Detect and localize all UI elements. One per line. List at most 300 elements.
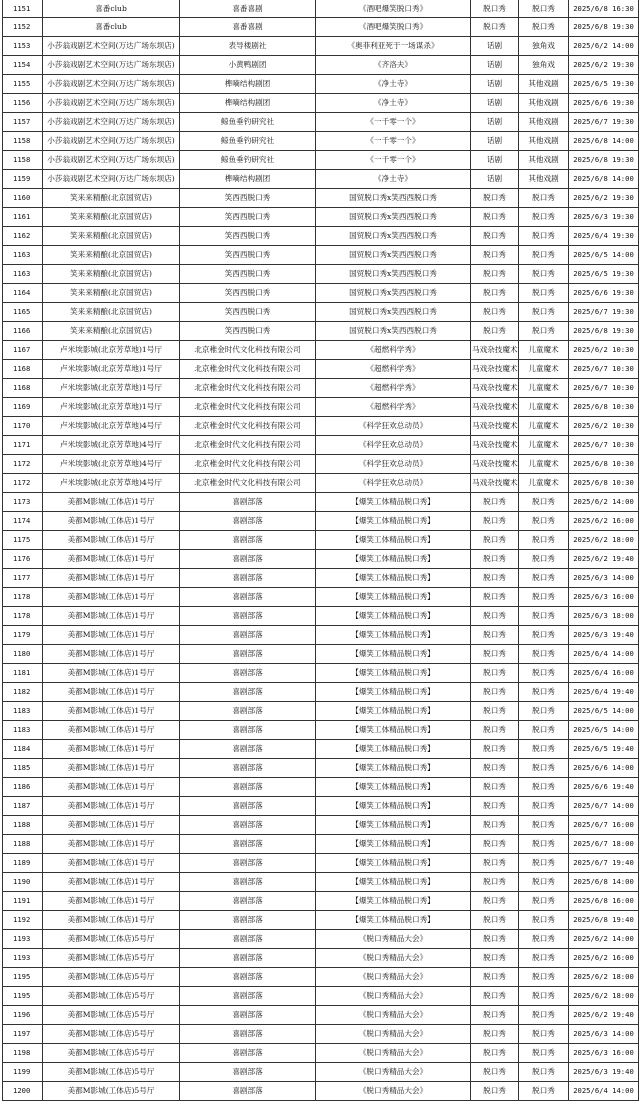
cell-category: 脱口秀 xyxy=(471,645,519,664)
cell-subcategory: 其他戏剧 xyxy=(519,151,569,170)
table-row xyxy=(3,436,639,455)
table-row xyxy=(3,493,639,512)
cell-datetime: 2025/6/3 19:40 xyxy=(569,1063,639,1082)
cell-number: 1173 xyxy=(3,493,43,512)
cell-organizer: 喜剧部落 xyxy=(180,778,316,797)
cell-datetime: 2025/6/2 19:30 xyxy=(569,56,639,75)
cell-datetime: 2025/6/2 16:00 xyxy=(569,512,639,531)
cell-venue: 卢米埃影城(北京芳草地)4号厅 xyxy=(43,455,180,474)
cell-subcategory: 其他戏剧 xyxy=(519,170,569,189)
cell-venue: 卢米埃影城(北京芳草地)4号厅 xyxy=(43,474,180,493)
cell-category: 脱口秀 xyxy=(471,797,519,816)
cell-show-title: 【爆笑工体精品脱口秀】 xyxy=(316,835,471,854)
cell-organizer: 喜剧部落 xyxy=(180,702,316,721)
cell-category: 脱口秀 xyxy=(471,816,519,835)
cell-subcategory: 脱口秀 xyxy=(519,1025,569,1044)
cell-category: 话剧 xyxy=(471,75,519,94)
cell-venue: 喜番club xyxy=(43,18,180,37)
cell-organizer: 喜剧部落 xyxy=(180,987,316,1006)
cell-show-title: 《净土寺》 xyxy=(316,94,471,113)
cell-category: 脱口秀 xyxy=(471,607,519,626)
cell-venue: 美都M影城(工体店)5号厅 xyxy=(43,987,180,1006)
cell-organizer: 喜剧部落 xyxy=(180,911,316,930)
cell-show-title: 《齐洛夫》 xyxy=(316,56,471,75)
cell-number: 1192 xyxy=(3,911,43,930)
cell-datetime: 2025/6/8 19:30 xyxy=(569,151,639,170)
table-row xyxy=(3,398,639,417)
cell-number: 1179 xyxy=(3,626,43,645)
cell-category: 马戏杂技魔术 xyxy=(471,360,519,379)
cell-datetime: 2025/6/8 14:00 xyxy=(569,132,639,151)
cell-datetime: 2025/6/8 19:30 xyxy=(569,18,639,37)
cell-number: 1177 xyxy=(3,569,43,588)
cell-category: 马戏杂技魔术 xyxy=(471,341,519,360)
cell-number: 1188 xyxy=(3,816,43,835)
cell-organizer: 喜番喜剧 xyxy=(180,0,316,18)
cell-show-title: 《科学狂欢总动员》 xyxy=(316,474,471,493)
cell-datetime: 2025/6/3 14:00 xyxy=(569,1025,639,1044)
cell-organizer: 北京稚金时代文化科技有限公司 xyxy=(180,455,316,474)
cell-number: 1162 xyxy=(3,227,43,246)
cell-subcategory: 脱口秀 xyxy=(519,968,569,987)
cell-category: 脱口秀 xyxy=(471,1044,519,1063)
cell-category: 脱口秀 xyxy=(471,322,519,341)
cell-category: 脱口秀 xyxy=(471,246,519,265)
cell-organizer: 北京稚金时代文化科技有限公司 xyxy=(180,341,316,360)
table-row xyxy=(3,797,639,816)
cell-datetime: 2025/6/2 19:40 xyxy=(569,1006,639,1025)
cell-venue: 美都M影城(工体店)1号厅 xyxy=(43,740,180,759)
cell-organizer: 喜剧部落 xyxy=(180,569,316,588)
cell-organizer: 笑西西脱口秀 xyxy=(180,246,316,265)
cell-category: 脱口秀 xyxy=(471,1006,519,1025)
cell-venue: 美都M影城(工体店)1号厅 xyxy=(43,911,180,930)
cell-category: 脱口秀 xyxy=(471,740,519,759)
cell-organizer: 喜剧部落 xyxy=(180,759,316,778)
cell-number: 1158 xyxy=(3,132,43,151)
cell-venue: 美都M影城(工体店)1号厅 xyxy=(43,683,180,702)
cell-organizer: 小黄鸭剧团 xyxy=(180,56,316,75)
cell-show-title: 国贸脱口秀x笑西西脱口秀 xyxy=(316,265,471,284)
cell-number: 1168 xyxy=(3,379,43,398)
cell-category: 马戏杂技魔术 xyxy=(471,398,519,417)
cell-show-title: 【爆笑工体精品脱口秀】 xyxy=(316,588,471,607)
cell-venue: 笑来来精酿(北京国贸店) xyxy=(43,227,180,246)
table-row xyxy=(3,132,639,151)
cell-venue: 笑来来精酿(北京国贸店) xyxy=(43,189,180,208)
table-row xyxy=(3,18,639,37)
cell-number: 1198 xyxy=(3,1044,43,1063)
cell-number: 1182 xyxy=(3,683,43,702)
cell-show-title: 《净土寺》 xyxy=(316,170,471,189)
cell-number: 1159 xyxy=(3,170,43,189)
cell-number: 1174 xyxy=(3,512,43,531)
cell-organizer: 喜剧部落 xyxy=(180,968,316,987)
cell-show-title: 【爆笑工体精品脱口秀】 xyxy=(316,873,471,892)
cell-datetime: 2025/6/2 19:40 xyxy=(569,550,639,569)
cell-datetime: 2025/6/2 19:30 xyxy=(569,189,639,208)
cell-venue: 美都M影城(工体店)1号厅 xyxy=(43,493,180,512)
cell-subcategory: 脱口秀 xyxy=(519,246,569,265)
cell-datetime: 2025/6/7 10:30 xyxy=(569,436,639,455)
cell-show-title: 【爆笑工体精品脱口秀】 xyxy=(316,512,471,531)
cell-organizer: 表导楼剧社 xyxy=(180,37,316,56)
cell-subcategory: 脱口秀 xyxy=(519,930,569,949)
cell-venue: 小莎翁戏剧艺术空间(万达广场东坝店) xyxy=(43,151,180,170)
cell-subcategory: 脱口秀 xyxy=(519,626,569,645)
cell-number: 1184 xyxy=(3,740,43,759)
cell-category: 脱口秀 xyxy=(471,759,519,778)
cell-venue: 美都M影城(工体店)1号厅 xyxy=(43,664,180,683)
cell-number: 1169 xyxy=(3,398,43,417)
cell-subcategory: 儿童魔术 xyxy=(519,341,569,360)
cell-show-title: 【爆笑工体精品脱口秀】 xyxy=(316,797,471,816)
cell-datetime: 2025/6/8 16:30 xyxy=(569,0,639,18)
cell-category: 脱口秀 xyxy=(471,303,519,322)
cell-subcategory: 脱口秀 xyxy=(519,702,569,721)
cell-number: 1163 xyxy=(3,265,43,284)
cell-datetime: 2025/6/7 19:30 xyxy=(569,113,639,132)
cell-number: 1190 xyxy=(3,873,43,892)
cell-venue: 美都M影城(工体店)1号厅 xyxy=(43,645,180,664)
cell-subcategory: 脱口秀 xyxy=(519,1006,569,1025)
cell-venue: 笑来来精酿(北京国贸店) xyxy=(43,322,180,341)
cell-category: 马戏杂技魔术 xyxy=(471,455,519,474)
cell-subcategory: 脱口秀 xyxy=(519,892,569,911)
cell-datetime: 2025/6/8 10:30 xyxy=(569,474,639,493)
cell-category: 话剧 xyxy=(471,113,519,132)
cell-organizer: 喜剧部落 xyxy=(180,493,316,512)
cell-show-title: 《超燃科学秀》 xyxy=(316,360,471,379)
table-row xyxy=(3,1044,639,1063)
table-row xyxy=(3,892,639,911)
cell-number: 1164 xyxy=(3,284,43,303)
cell-venue: 卢米埃影城(北京芳草地)1号厅 xyxy=(43,360,180,379)
cell-show-title: 《脱口秀精品大会》 xyxy=(316,987,471,1006)
table-row xyxy=(3,170,639,189)
cell-venue: 美都M影城(工体店)1号厅 xyxy=(43,873,180,892)
cell-show-title: 国贸脱口秀x笑西西脱口秀 xyxy=(316,284,471,303)
cell-datetime: 2025/6/6 19:40 xyxy=(569,778,639,797)
cell-datetime: 2025/6/8 19:40 xyxy=(569,911,639,930)
cell-datetime: 2025/6/2 10:30 xyxy=(569,341,639,360)
cell-venue: 美都M影城(工体店)5号厅 xyxy=(43,968,180,987)
cell-organizer: 笑西西脱口秀 xyxy=(180,303,316,322)
cell-organizer: 喜剧部落 xyxy=(180,797,316,816)
cell-number: 1156 xyxy=(3,94,43,113)
cell-venue: 美都M影城(工体店)1号厅 xyxy=(43,588,180,607)
table-body xyxy=(3,0,639,1101)
cell-show-title: 国贸脱口秀x笑西西脱口秀 xyxy=(316,303,471,322)
table-row xyxy=(3,664,639,683)
cell-number: 1193 xyxy=(3,949,43,968)
cell-venue: 小莎翁戏剧艺术空间(万达广场东坝店) xyxy=(43,75,180,94)
cell-venue: 美都M影城(工体店)1号厅 xyxy=(43,512,180,531)
cell-organizer: 喜剧部落 xyxy=(180,664,316,683)
cell-organizer: 喜剧部落 xyxy=(180,721,316,740)
table-row xyxy=(3,683,639,702)
cell-subcategory: 脱口秀 xyxy=(519,550,569,569)
cell-datetime: 2025/6/8 14:00 xyxy=(569,170,639,189)
cell-organizer: 鲸鱼垂钓研究社 xyxy=(180,132,316,151)
cell-number: 1178 xyxy=(3,607,43,626)
table-row xyxy=(3,816,639,835)
cell-subcategory: 儿童魔术 xyxy=(519,379,569,398)
table-row xyxy=(3,1006,639,1025)
cell-show-title: 【爆笑工体精品脱口秀】 xyxy=(316,645,471,664)
cell-datetime: 2025/6/2 14:00 xyxy=(569,37,639,56)
cell-venue: 卢米埃影城(北京芳草地)1号厅 xyxy=(43,341,180,360)
cell-show-title: 《脱口秀精品大会》 xyxy=(316,1025,471,1044)
cell-number: 1200 xyxy=(3,1082,43,1101)
cell-number: 1166 xyxy=(3,322,43,341)
table-row xyxy=(3,455,639,474)
cell-show-title: 国贸脱口秀x笑西西脱口秀 xyxy=(316,246,471,265)
table-row xyxy=(3,37,639,56)
cell-category: 脱口秀 xyxy=(471,493,519,512)
table-row xyxy=(3,721,639,740)
cell-category: 马戏杂技魔术 xyxy=(471,379,519,398)
cell-show-title: 【爆笑工体精品脱口秀】 xyxy=(316,664,471,683)
cell-datetime: 2025/6/3 16:00 xyxy=(569,588,639,607)
cell-organizer: 喜剧部落 xyxy=(180,683,316,702)
cell-show-title: 国贸脱口秀x笑西西脱口秀 xyxy=(316,227,471,246)
cell-subcategory: 脱口秀 xyxy=(519,911,569,930)
table-row xyxy=(3,512,639,531)
cell-number: 1172 xyxy=(3,455,43,474)
table-row xyxy=(3,1025,639,1044)
table-row xyxy=(3,911,639,930)
cell-show-title: 《科学狂欢总动员》 xyxy=(316,455,471,474)
cell-datetime: 2025/6/8 19:30 xyxy=(569,322,639,341)
cell-venue: 美都M影城(工体店)1号厅 xyxy=(43,626,180,645)
cell-show-title: 《一千零一个》 xyxy=(316,113,471,132)
cell-organizer: 笑西西脱口秀 xyxy=(180,227,316,246)
table-row xyxy=(3,284,639,303)
cell-subcategory: 脱口秀 xyxy=(519,778,569,797)
cell-venue: 小莎翁戏剧艺术空间(万达广场东坝店) xyxy=(43,132,180,151)
cell-show-title: 【爆笑工体精品脱口秀】 xyxy=(316,816,471,835)
performance-schedule-table xyxy=(2,0,639,1101)
cell-show-title: 《脱口秀精品大会》 xyxy=(316,949,471,968)
cell-organizer: 笑西西脱口秀 xyxy=(180,265,316,284)
cell-venue: 笑来来精酿(北京国贸店) xyxy=(43,284,180,303)
cell-organizer: 喜剧部落 xyxy=(180,645,316,664)
cell-number: 1176 xyxy=(3,550,43,569)
cell-subcategory: 脱口秀 xyxy=(519,265,569,284)
cell-datetime: 2025/6/7 16:00 xyxy=(569,816,639,835)
cell-number: 1189 xyxy=(3,854,43,873)
cell-organizer: 喜剧部落 xyxy=(180,949,316,968)
cell-subcategory: 儿童魔术 xyxy=(519,398,569,417)
cell-venue: 喜番club xyxy=(43,0,180,18)
cell-datetime: 2025/6/3 14:00 xyxy=(569,569,639,588)
table-row xyxy=(3,322,639,341)
cell-organizer: 北京稚金时代文化科技有限公司 xyxy=(180,436,316,455)
cell-datetime: 2025/6/2 10:30 xyxy=(569,417,639,436)
cell-subcategory: 脱口秀 xyxy=(519,303,569,322)
table-row xyxy=(3,1063,639,1082)
cell-show-title: 【爆笑工体精品脱口秀】 xyxy=(316,493,471,512)
cell-subcategory: 脱口秀 xyxy=(519,721,569,740)
cell-number: 1180 xyxy=(3,645,43,664)
cell-organizer: 喜剧部落 xyxy=(180,626,316,645)
cell-number: 1195 xyxy=(3,987,43,1006)
cell-subcategory: 脱口秀 xyxy=(519,588,569,607)
cell-subcategory: 脱口秀 xyxy=(519,664,569,683)
cell-number: 1160 xyxy=(3,189,43,208)
cell-datetime: 2025/6/4 14:00 xyxy=(569,1082,639,1101)
cell-number: 1187 xyxy=(3,797,43,816)
cell-show-title: 《科学狂欢总动员》 xyxy=(316,436,471,455)
table-row xyxy=(3,379,639,398)
table-row xyxy=(3,835,639,854)
cell-subcategory: 其他戏剧 xyxy=(519,94,569,113)
cell-organizer: 北京稚金时代文化科技有限公司 xyxy=(180,474,316,493)
cell-show-title: 【爆笑工体精品脱口秀】 xyxy=(316,854,471,873)
cell-category: 话剧 xyxy=(471,170,519,189)
cell-datetime: 2025/6/4 16:00 xyxy=(569,664,639,683)
cell-category: 脱口秀 xyxy=(471,569,519,588)
cell-subcategory: 脱口秀 xyxy=(519,645,569,664)
table-row xyxy=(3,607,639,626)
cell-venue: 美都M影城(工体店)1号厅 xyxy=(43,550,180,569)
cell-show-title: 【爆笑工体精品脱口秀】 xyxy=(316,531,471,550)
cell-category: 脱口秀 xyxy=(471,626,519,645)
cell-category: 脱口秀 xyxy=(471,721,519,740)
table-row xyxy=(3,246,639,265)
cell-organizer: 喜剧部落 xyxy=(180,835,316,854)
cell-show-title: 【爆笑工体精品脱口秀】 xyxy=(316,569,471,588)
cell-subcategory: 脱口秀 xyxy=(519,835,569,854)
cell-subcategory: 脱口秀 xyxy=(519,987,569,1006)
cell-show-title: 《脱口秀精品大会》 xyxy=(316,1063,471,1082)
cell-datetime: 2025/6/2 18:00 xyxy=(569,968,639,987)
cell-show-title: 【爆笑工体精品脱口秀】 xyxy=(316,892,471,911)
cell-organizer: 喜剧部落 xyxy=(180,930,316,949)
cell-datetime: 2025/6/4 14:00 xyxy=(569,645,639,664)
cell-venue: 美都M影城(工体店)1号厅 xyxy=(43,569,180,588)
table-row xyxy=(3,265,639,284)
cell-category: 脱口秀 xyxy=(471,1025,519,1044)
cell-venue: 美都M影城(工体店)5号厅 xyxy=(43,1044,180,1063)
table-row xyxy=(3,759,639,778)
cell-organizer: 北京稚金时代文化科技有限公司 xyxy=(180,398,316,417)
cell-category: 脱口秀 xyxy=(471,284,519,303)
cell-show-title: 《脱口秀精品大会》 xyxy=(316,968,471,987)
cell-number: 1195 xyxy=(3,968,43,987)
cell-venue: 美都M影城(工体店)5号厅 xyxy=(43,1082,180,1101)
cell-venue: 美都M影城(工体店)1号厅 xyxy=(43,702,180,721)
cell-subcategory: 脱口秀 xyxy=(519,0,569,18)
table-row xyxy=(3,949,639,968)
cell-venue: 美都M影城(工体店)1号厅 xyxy=(43,816,180,835)
cell-category: 脱口秀 xyxy=(471,702,519,721)
cell-show-title: 《奥菲利亚死于一场谋杀》 xyxy=(316,37,471,56)
cell-category: 话剧 xyxy=(471,151,519,170)
cell-subcategory: 其他戏剧 xyxy=(519,132,569,151)
table-row xyxy=(3,227,639,246)
cell-show-title: 《净土寺》 xyxy=(316,75,471,94)
cell-number: 1153 xyxy=(3,37,43,56)
cell-number: 1154 xyxy=(3,56,43,75)
cell-subcategory: 脱口秀 xyxy=(519,740,569,759)
cell-organizer: 喜剧部落 xyxy=(180,588,316,607)
cell-organizer: 喜剧部落 xyxy=(180,550,316,569)
cell-venue: 美都M影城(工体店)1号厅 xyxy=(43,778,180,797)
table-row xyxy=(3,474,639,493)
cell-datetime: 2025/6/8 14:00 xyxy=(569,873,639,892)
cell-category: 脱口秀 xyxy=(471,778,519,797)
cell-subcategory: 脱口秀 xyxy=(519,1063,569,1082)
cell-subcategory: 脱口秀 xyxy=(519,18,569,37)
cell-number: 1170 xyxy=(3,417,43,436)
cell-number: 1193 xyxy=(3,930,43,949)
cell-organizer: 喜剧部落 xyxy=(180,1025,316,1044)
cell-venue: 美都M影城(工体店)5号厅 xyxy=(43,1025,180,1044)
cell-number: 1165 xyxy=(3,303,43,322)
cell-venue: 美都M影城(工体店)5号厅 xyxy=(43,1006,180,1025)
cell-datetime: 2025/6/5 14:00 xyxy=(569,246,639,265)
cell-category: 脱口秀 xyxy=(471,531,519,550)
cell-number: 1188 xyxy=(3,835,43,854)
table-row xyxy=(3,740,639,759)
cell-organizer: 北京稚金时代文化科技有限公司 xyxy=(180,360,316,379)
cell-subcategory: 脱口秀 xyxy=(519,531,569,550)
cell-show-title: 【爆笑工体精品脱口秀】 xyxy=(316,626,471,645)
cell-subcategory: 儿童魔术 xyxy=(519,455,569,474)
cell-venue: 卢米埃影城(北京芳草地)1号厅 xyxy=(43,379,180,398)
cell-datetime: 2025/6/6 19:30 xyxy=(569,94,639,113)
cell-category: 脱口秀 xyxy=(471,968,519,987)
cell-show-title: 《一千零一个》 xyxy=(316,151,471,170)
cell-organizer: 喜剧部落 xyxy=(180,607,316,626)
cell-show-title: 【爆笑工体精品脱口秀】 xyxy=(316,702,471,721)
cell-category: 话剧 xyxy=(471,37,519,56)
cell-subcategory: 脱口秀 xyxy=(519,683,569,702)
cell-datetime: 2025/6/4 19:30 xyxy=(569,227,639,246)
cell-number: 1172 xyxy=(3,474,43,493)
cell-subcategory: 脱口秀 xyxy=(519,797,569,816)
cell-show-title: 国贸脱口秀x笑西西脱口秀 xyxy=(316,189,471,208)
cell-category: 话剧 xyxy=(471,132,519,151)
cell-number: 1186 xyxy=(3,778,43,797)
cell-category: 脱口秀 xyxy=(471,1063,519,1082)
table-row xyxy=(3,588,639,607)
cell-show-title: 国贸脱口秀x笑西西脱口秀 xyxy=(316,208,471,227)
table-row xyxy=(3,987,639,1006)
table-row xyxy=(3,550,639,569)
cell-organizer: 鲸鱼垂钓研究社 xyxy=(180,113,316,132)
cell-show-title: 《超燃科学秀》 xyxy=(316,398,471,417)
cell-datetime: 2025/6/5 19:30 xyxy=(569,265,639,284)
cell-venue: 美都M影城(工体店)1号厅 xyxy=(43,721,180,740)
cell-number: 1185 xyxy=(3,759,43,778)
cell-number: 1168 xyxy=(3,360,43,379)
cell-subcategory: 脱口秀 xyxy=(519,208,569,227)
cell-organizer: 喜剧部落 xyxy=(180,512,316,531)
cell-subcategory: 儿童魔术 xyxy=(519,360,569,379)
cell-subcategory: 脱口秀 xyxy=(519,607,569,626)
cell-organizer: 喜剧部落 xyxy=(180,1063,316,1082)
cell-subcategory: 脱口秀 xyxy=(519,512,569,531)
cell-category: 话剧 xyxy=(471,94,519,113)
cell-number: 1191 xyxy=(3,892,43,911)
cell-datetime: 2025/6/8 10:30 xyxy=(569,398,639,417)
table-row xyxy=(3,341,639,360)
cell-number: 1158 xyxy=(3,151,43,170)
cell-category: 脱口秀 xyxy=(471,550,519,569)
